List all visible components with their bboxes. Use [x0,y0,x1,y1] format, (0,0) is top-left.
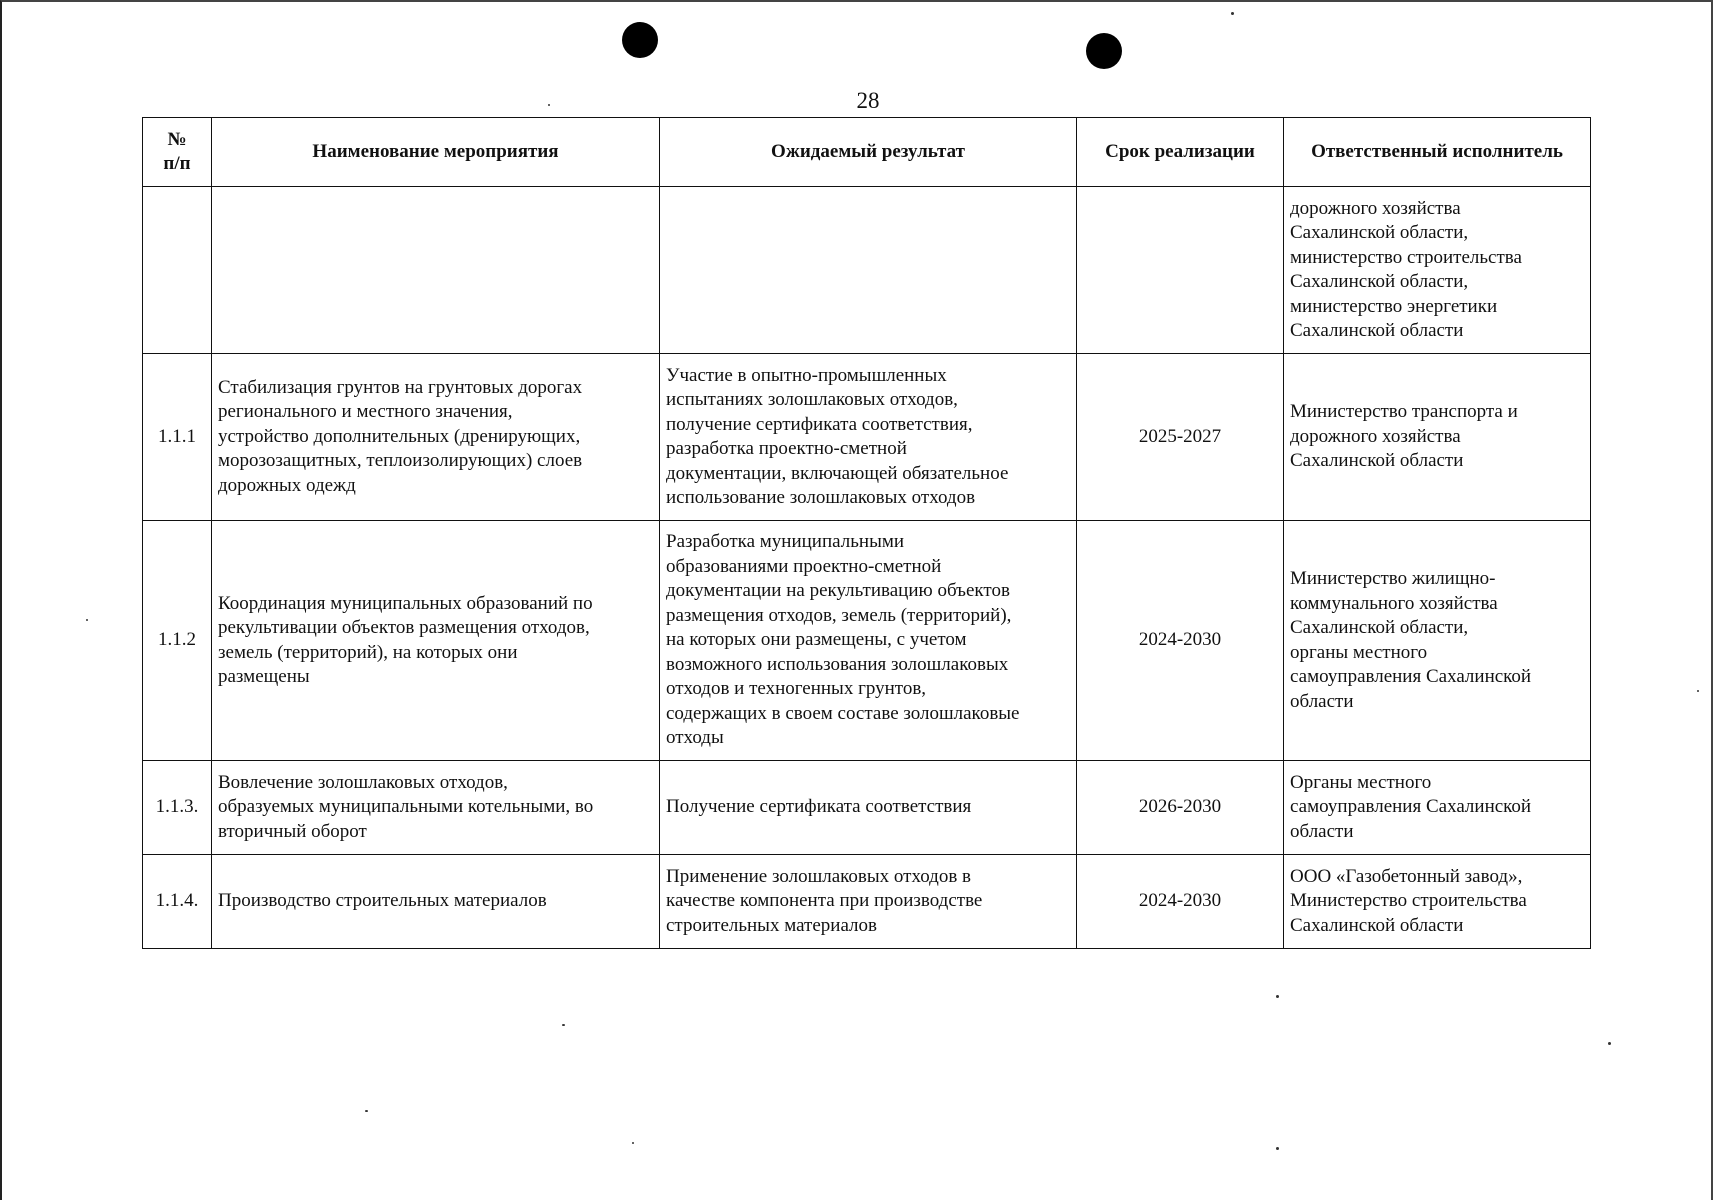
row-executor: Министерство транспорта и дорожного хозяйства Сахалинской области [1284,354,1591,521]
table-header-row [143,118,1591,187]
row-term [1077,187,1284,354]
table-row [143,855,1591,949]
row-num: 1.1.2 [143,521,212,761]
table-row [143,521,1591,761]
row-executor: Министерство жилищно- коммунального хозяйства Сахалинской области, органы местного самоуправления Сахалинской области [1284,521,1591,761]
row-name: Координация муниципальных образований по рекультивации объектов размещения отходов, земель (территорий), на которых они размещены [212,521,660,761]
row-num [143,187,212,354]
scan-speck [365,1110,368,1112]
page-number: 28 [856,88,880,113]
row-executor: ООО «Газобетонный завод», Министерство строительства Сахалинской области [1284,855,1591,949]
scan-speck [632,1142,634,1144]
row-term: 2024-2030 [1077,521,1284,761]
header-result: Ожидаемый результат [660,118,1077,187]
row-num: 1.1.4. [143,855,212,949]
row-name: Вовлечение золошлаковых отходов, образуемых муниципальными котельными, во вторичный оборот [212,761,660,855]
scan-speck [1608,1042,1611,1045]
row-executor: дорожного хозяйства Сахалинской области, министерство строительства Сахалинской области, министерство энергетики Сахалинской области [1284,187,1591,354]
table-row [143,187,1591,354]
scan-speck [1276,1147,1279,1150]
punch-hole-right [1086,33,1122,69]
header-name: Наименование мероприятия [212,118,660,187]
row-result: Получение сертификата соответствия [660,761,1077,855]
row-num: 1.1.1 [143,354,212,521]
row-result: Применение золошлаковых отходов в качестве компонента при производстве строительных материалов [660,855,1077,949]
row-result: Разработка муниципальными образованиями проектно-сметной документации на рекультивацию объектов размещения отходов, земель (территорий), на которых они размещены, с учетом возможного использования золошлаковых отходов и техногенных грунтов, содержащих в своем составе золошлаковые отходы [660,521,1077,761]
row-term: 2025-2027 [1077,354,1284,521]
scan-speck [86,619,88,621]
row-term: 2026-2030 [1077,761,1284,855]
row-result [660,187,1077,354]
table-row [143,354,1591,521]
row-name [212,187,660,354]
row-term: 2024-2030 [1077,855,1284,949]
row-executor: Органы местного самоуправления Сахалинской области [1284,761,1591,855]
punch-hole-left [622,22,658,58]
scan-speck [1231,12,1234,15]
header-term: Срок реализации [1077,118,1284,187]
header-num: № п/п [143,118,212,187]
scan-speck [562,1024,565,1026]
row-name: Производство строительных материалов [212,855,660,949]
table-row [143,761,1591,855]
row-name: Стабилизация грунтов на грунтовых дорогах регионального и местного значения, устройство дополнительных (дренирующих, морозозащитных, теплоизолирующих) слоев дорожных одежд [212,354,660,521]
scan-speck [1697,690,1699,692]
header-executor: Ответственный исполнитель [1284,118,1591,187]
row-result: Участие в опытно-промышленных испытаниях золошлаковых отходов, получение сертификата соответствия, разработка проектно-сметной документации, включающей обязательное использование золошлаковых отходов [660,354,1077,521]
scan-speck [548,104,550,106]
row-num: 1.1.3. [143,761,212,855]
scan-speck [1276,995,1279,998]
measures-table [142,117,1591,949]
